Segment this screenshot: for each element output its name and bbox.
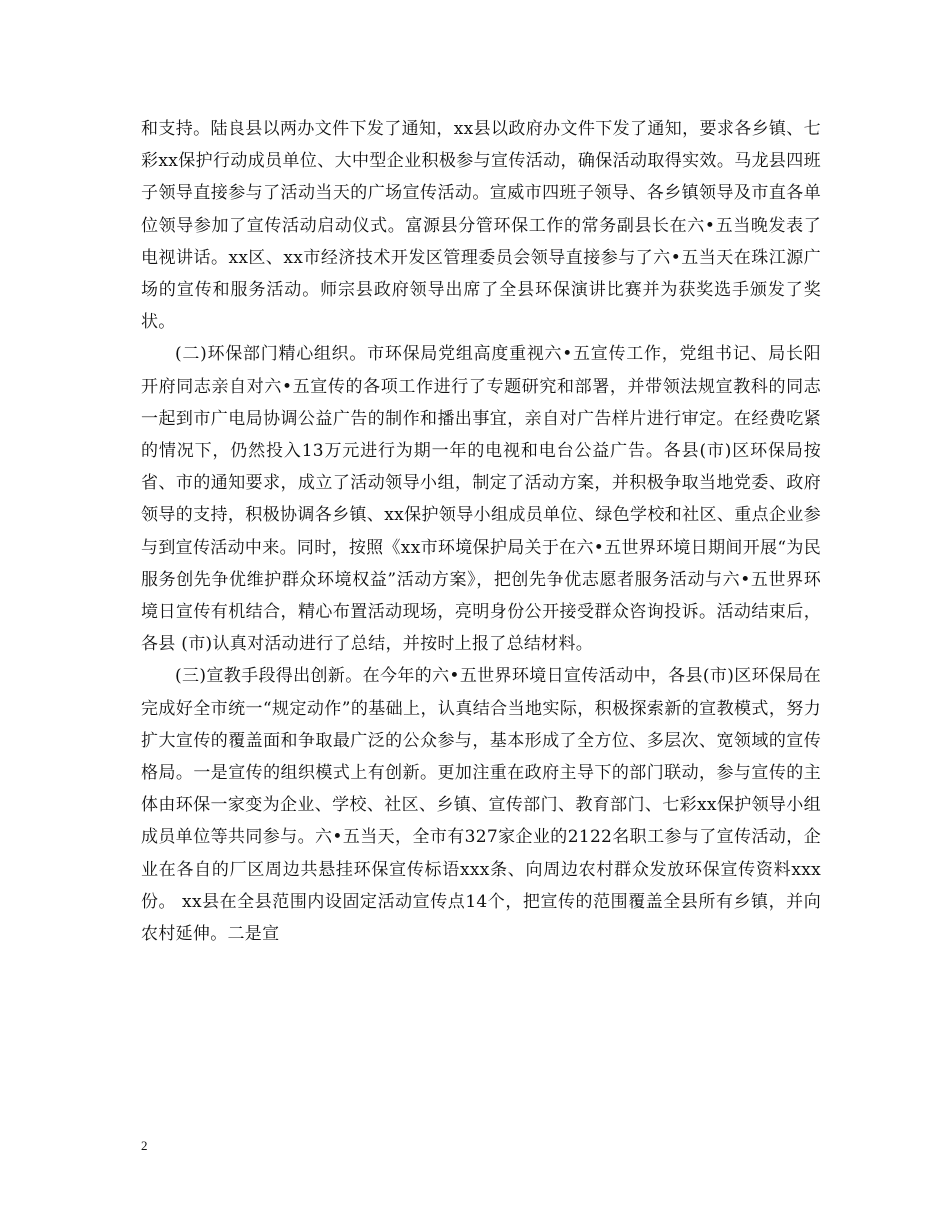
paragraph-leaders-support: 和支持。陆良县以两办文件下发了通知，xx县以政府办文件下发了通知，要求各乡镇、七彩xx保护行动成员单位、大中型企业积极参与宣传活动，确保活动取得实效。马龙县四班子领导直接参与了活动当天的广场宣传活动。宣威市四班子领导、各乡镇领导及市直各单位领导参加了宣传活动启动仪式。富源县分管环保工作的常务副县长在六•五当晚发表了电视讲话。xx区、xx市经济技术开发区管理委员会领导直接参与了六•五当天在珠江源广场的宣传和服务活动。师宗县政府领导出席了全县环保演讲比赛并为获奖选手颁发了奖状。: [141, 119, 821, 333]
paragraph-environmental-departments: (二)环保部门精心组织。市环保局党组高度重视六•五宣传工作，党组书记、局长阳开府同志亲自对六•五宣传的各项工作进行了专题研究和部署，并带领法规宣教科的同志一起到市广电局协调公益广告的制作和播出事宜，亲自对广告样片进行审定。在经费吃紧的情况下，仍然投入13万元进行为期一年的电视和电台公益广告。各县(市)区环保局按省、市的通知要求，成立了活动领导小组，制定了活动方案，并积极争取当地党委、政府领导的支持，积极协调各乡镇、xx保护领导小组成员单位、绿色学校和社区、重点企业参与到宣传活动中来。同时，按照《xx市环境保护局关于在六•五世界环境日期间开展“为民服务创先争优维护群众环境权益”活动方案》，把创先争优志愿者服务活动与六•五世界环境日宣传有机结合，精心布置活动现场，亮明身份公开接受群众咨询投诉。活动结束后，各县 (市)认真对活动进行了总结，并按时上报了总结材料。: [141, 344, 821, 655]
paragraph-education-innovation: (三)宣教手段得出创新。在今年的六•五世界环境日宣传活动中，各县(市)区环保局在完成好全市统一“规定动作”的基础上，认真结合当地实际，积极探索新的宣教模式，努力扩大宣传的覆盖面和争取最广泛的公众参与，基本形成了全方位、多层次、宽领域的宣传格局。一是宣传的组织模式上有创新。更加注重在政府主导下的部门联动，参与宣传的主体由环保一家变为企业、学校、社区、乡镇、宣传部门、教育部门、七彩xx保护领导小组成员单位等共同参与。六•五当天，全市有327家企业的2122名职工参与了宣传活动，企业在各自的厂区周边共悬挂环保宣传标语xxx条、向周边农村群众发放环保宣传资料xxx份。 xx县在全县范围内设固定活动宣传点14个，把宣传的范围覆盖全县所有乡镇，并向农村延伸。二是宣: [141, 666, 821, 945]
document-body: [141, 113, 821, 950]
page-number: 2: [141, 1138, 148, 1153]
